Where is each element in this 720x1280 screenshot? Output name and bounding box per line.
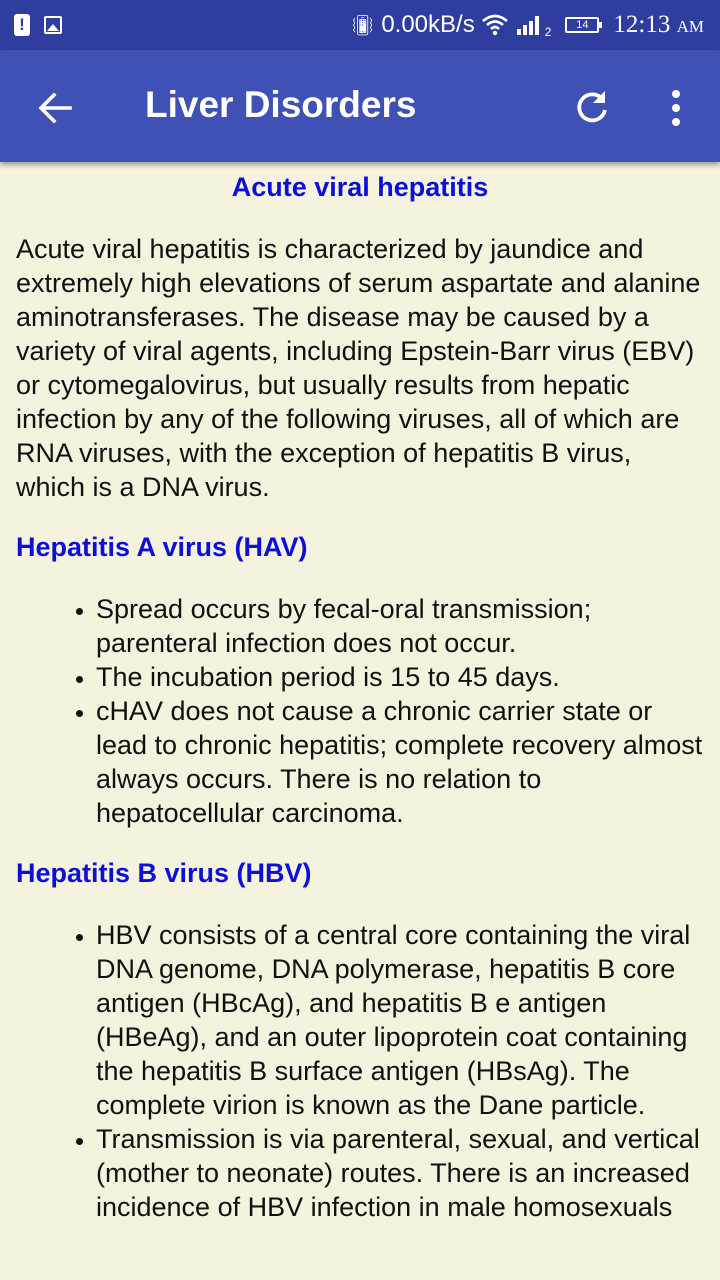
hav-bullet-list <box>16 592 704 830</box>
alert-notification-icon: ! <box>14 14 30 36</box>
status-bar <box>0 0 720 50</box>
more-options-button[interactable] <box>662 86 690 130</box>
list-item: • Transmission is via parenteral, sexual, and vertical (mother to neonate) routes. There is an increased incidence of HBV infection in male homosexuals <box>96 1122 704 1224</box>
network-speed: 0.00kB/s <box>381 11 475 38</box>
app-bar <box>0 50 720 162</box>
sim-index: 2 <box>544 25 552 39</box>
vibrate-icon: 📳︎ <box>349 14 376 37</box>
article-heading: Acute viral hepatitis <box>231 172 489 202</box>
gallery-notification-icon <box>44 16 62 34</box>
section-heading-hav: Hepatitis A virus (HAV) <box>16 532 308 562</box>
list-item: • Spread occurs by fecal-oral transmission; parenteral infection does not occur. <box>96 592 704 660</box>
arrow-back-icon <box>34 86 78 130</box>
wifi-icon <box>481 14 509 36</box>
clock-time: 12:13 <box>613 11 671 38</box>
battery-icon <box>565 17 599 33</box>
cell-signal-icon <box>515 14 547 36</box>
battery-level: 14 <box>576 19 589 31</box>
clock-ampm: AM <box>676 17 704 36</box>
hbv-bullet-list <box>16 918 704 1224</box>
clock <box>613 11 704 39</box>
more-vert-icon <box>662 86 690 130</box>
article-content[interactable] <box>0 162 720 1280</box>
refresh-button[interactable] <box>570 86 614 130</box>
intro-paragraph: Acute viral hepatitis is characterized by jaundice and extremely high elevations of serum aspartate and alanine aminotransferases. The disease may be caused by a variety of viral agents, including Epstein-Barr virus (EBV) or cytomegalovirus, but usually results from hepatic infection by any of the following viruses, all of which are RNA viruses, with the exception of hepatitis B virus, which is a DNA virus. <box>16 234 701 502</box>
refresh-icon <box>570 86 614 130</box>
list-item: • The incubation period is 15 to 45 days. <box>96 660 704 694</box>
app-title: Liver Disorders <box>145 84 417 125</box>
back-button[interactable] <box>34 86 78 130</box>
list-item: • HBV consists of a central core containing the viral DNA genome, DNA polymerase, hepatitis B core antigen (HBcAg), and hepatitis B e antigen (HBeAg), and an outer lipoprotein coat containing the hepatitis B surface antigen (HBsAg). The complete virion is known as the Dane particle. <box>96 918 704 1122</box>
list-item: • cHAV does not cause a chronic carrier state or lead to chronic hepatitis; complete recovery almost always occurs. There is no relation to hepatocellular carcinoma. <box>96 694 704 830</box>
section-heading-hbv: Hepatitis B virus (HBV) <box>16 858 312 888</box>
